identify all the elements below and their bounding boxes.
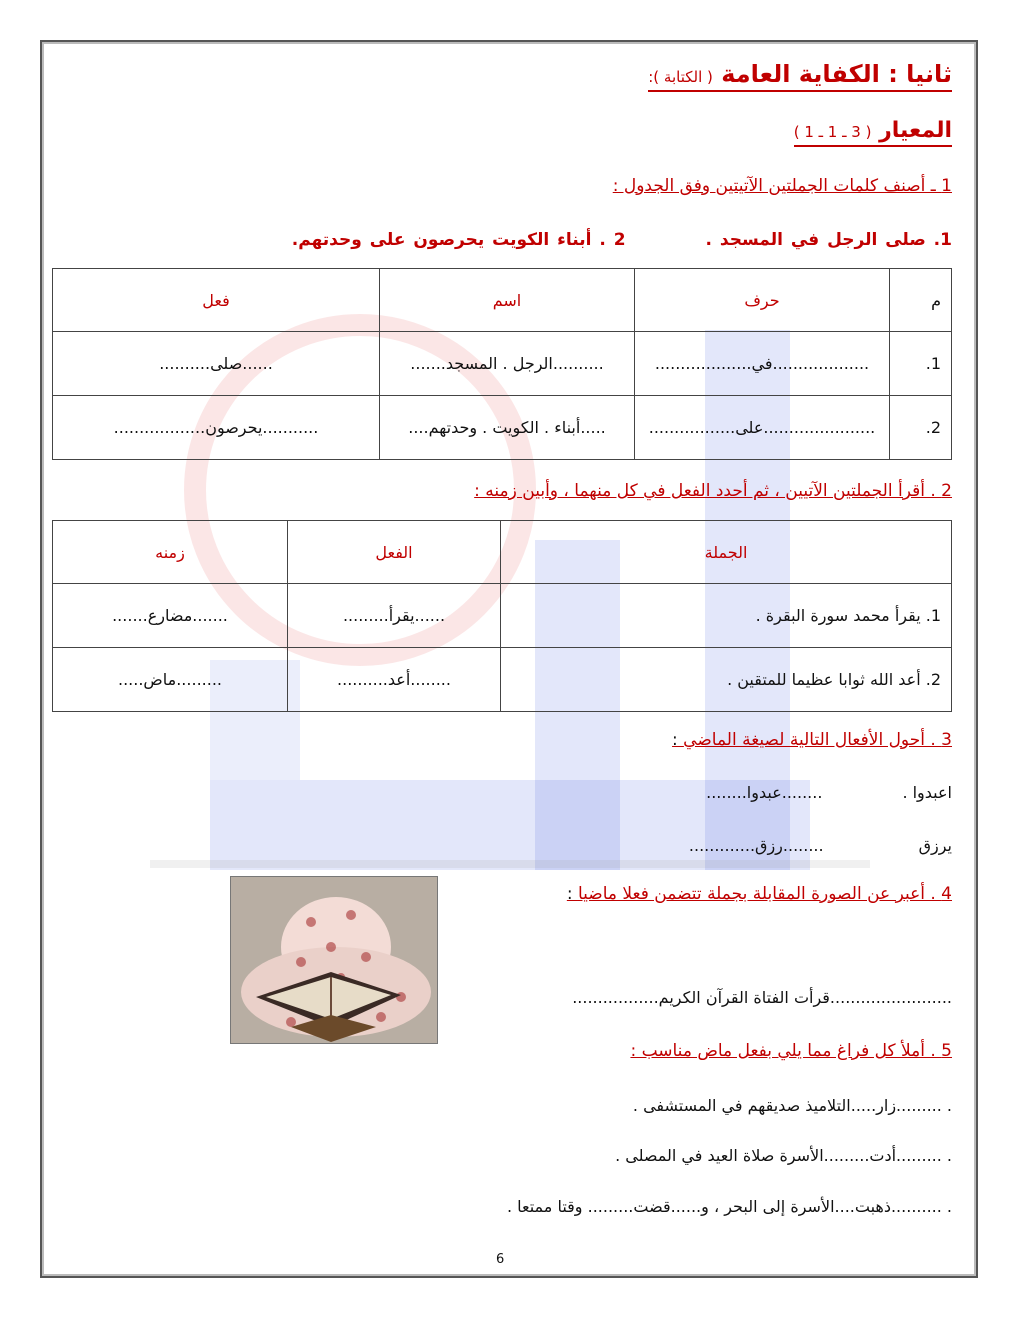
col-header-verb: الفعل <box>288 521 501 584</box>
table-header-row <box>53 269 952 332</box>
page-number: 6 <box>496 1252 505 1267</box>
q2-table <box>52 520 952 712</box>
col-header-harf: حرف <box>635 269 890 332</box>
q2-title: 2 . أقرأ الجملتين الآتيين ، ثم أحدد الفعل في كل منهما ، وأبين زمنه : <box>474 481 952 501</box>
q5-line: . .........زار.....التلاميذ صديقهم في المستشفى . <box>632 1096 952 1115</box>
table-row: 1. يقرأ محمد سورة البقرة . ......يقرأ......... .......مضارع....... <box>53 584 952 648</box>
col-header-num: م <box>890 269 952 332</box>
col-header-fil: فعل <box>53 269 380 332</box>
q3-item: اعبدوا .........عبدوا........ <box>706 783 952 802</box>
table-row: 1. ...................في................... ..........الرجل . المسجد....... ......صلى.......... <box>53 332 952 396</box>
q5-title: 5 . أملأ كل فراغ مما يلي بفعل ماض مناسب : <box>630 1041 952 1061</box>
q4-title: 4 . أعبر عن الصورة المقابلة بجملة تتضمن فعلا ماضيا : <box>566 884 952 904</box>
q3-item: يرزق........رزق............. <box>688 836 952 855</box>
table-header-row <box>53 521 952 584</box>
criterion-heading: المعيار ( 3 ـ 1 ـ 1 ) <box>794 118 952 147</box>
q1-sentences: 1. صلى الرجل في المسجد .2 . أبناء الكويت يحرصون على وحدتهم. <box>291 230 952 250</box>
q4-answer: ........................قرأت الفتاة القرآن الكريم................. <box>572 988 952 1007</box>
girl-reading-quran-photo <box>230 876 438 1044</box>
q5-line: . ..........ذهبت....الأسرة إلى البحر ، و......قضت......... وقتا ممتعا . <box>506 1197 952 1216</box>
col-header-sentence: الجملة <box>501 521 952 584</box>
col-header-tense: زمنه <box>53 521 288 584</box>
table-row: 2. أعد الله ثوابا عظيما للمتقين . ........أعد.......... .........ماض..... <box>53 648 952 712</box>
col-header-ism: اسم <box>380 269 635 332</box>
q1-table <box>52 268 952 460</box>
q1-title: 1 ـ أصنف كلمات الجملتين الآتيتين وفق الجدول : <box>612 176 952 196</box>
section-heading: ثانيا : الكفاية العامة ( الكتابة ): <box>648 60 952 92</box>
q5-line: . .........أدت.........الأسرة صلاة العيد في المصلى . <box>615 1146 952 1165</box>
q3-title: 3 . أحول الأفعال التالية لصيغة الماضي : <box>672 730 952 750</box>
table-row: 2. ......................على................. .....أبناء . الكويت . وحدتهم.... ...........يحرصون.................. <box>53 396 952 460</box>
